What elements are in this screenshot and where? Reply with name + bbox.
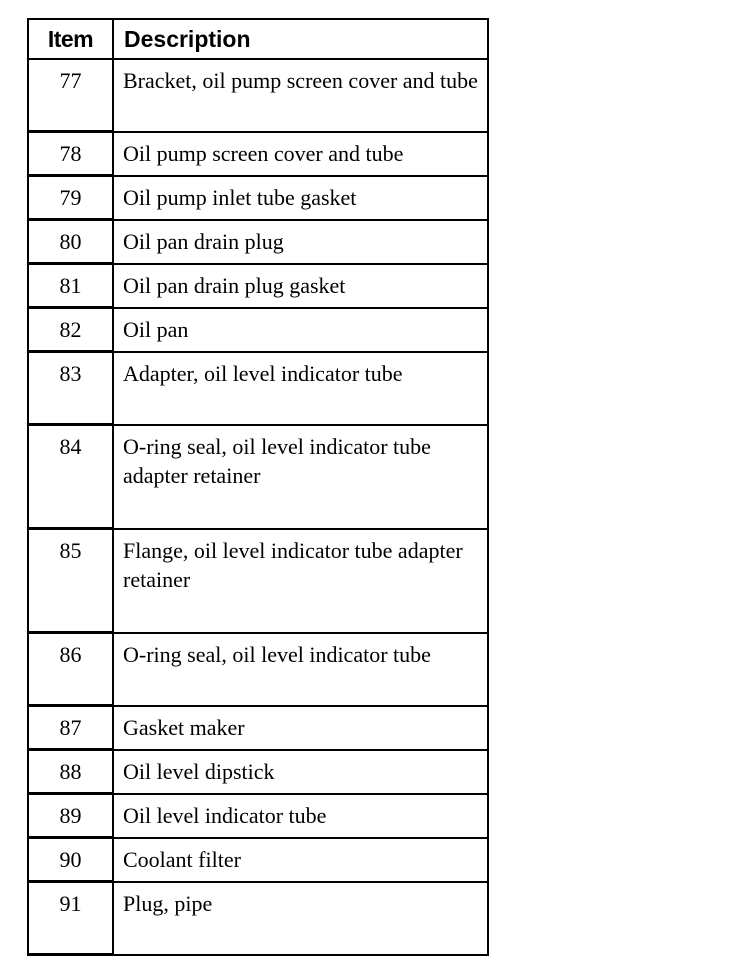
item-description: Adapter, oil level indicator tube: [113, 352, 488, 425]
header-row: [28, 19, 488, 59]
item-description: Oil pan drain plug: [113, 220, 488, 264]
item-description: Coolant filter: [113, 838, 488, 882]
table-row: [28, 59, 488, 132]
item-number: 79: [28, 176, 113, 220]
description-column-header: Description: [113, 19, 488, 59]
parts-table: [27, 18, 489, 956]
item-description: Oil level indicator tube: [113, 794, 488, 838]
item-description: O-ring seal, oil level indicator tube: [113, 633, 488, 706]
table-row: [28, 838, 488, 882]
table-row: [28, 750, 488, 794]
item-number: 85: [28, 529, 113, 633]
table-header: [28, 19, 488, 59]
table-row: [28, 706, 488, 750]
item-number: 91: [28, 882, 113, 955]
table-body: [28, 59, 488, 955]
item-number: 86: [28, 633, 113, 706]
item-description: Flange, oil level indicator tube adapter retainer: [113, 529, 488, 633]
item-description: Oil pump screen cover and tube: [113, 132, 488, 176]
table-row: [28, 308, 488, 352]
table-row: [28, 132, 488, 176]
table-row: [28, 882, 488, 955]
table-row: [28, 220, 488, 264]
item-number: 90: [28, 838, 113, 882]
item-description: Gasket maker: [113, 706, 488, 750]
item-description: Oil pan: [113, 308, 488, 352]
table-row: [28, 529, 488, 633]
item-column-header: Item: [28, 19, 113, 59]
table-row: [28, 352, 488, 425]
item-description: Oil pump inlet tube gasket: [113, 176, 488, 220]
item-description: Oil pan drain plug gasket: [113, 264, 488, 308]
item-number: 87: [28, 706, 113, 750]
item-number: 77: [28, 59, 113, 132]
item-number: 83: [28, 352, 113, 425]
table-row: [28, 425, 488, 529]
item-number: 89: [28, 794, 113, 838]
item-number: 81: [28, 264, 113, 308]
item-description: O-ring seal, oil level indicator tube adapter retainer: [113, 425, 488, 529]
item-description: Oil level dipstick: [113, 750, 488, 794]
table-row: [28, 176, 488, 220]
table-row: [28, 264, 488, 308]
item-number: 84: [28, 425, 113, 529]
item-number: 80: [28, 220, 113, 264]
item-number: 78: [28, 132, 113, 176]
table-row: [28, 633, 488, 706]
item-number: 82: [28, 308, 113, 352]
item-description: Plug, pipe: [113, 882, 488, 955]
item-description: Bracket, oil pump screen cover and tube: [113, 59, 488, 132]
table-row: [28, 794, 488, 838]
item-number: 88: [28, 750, 113, 794]
